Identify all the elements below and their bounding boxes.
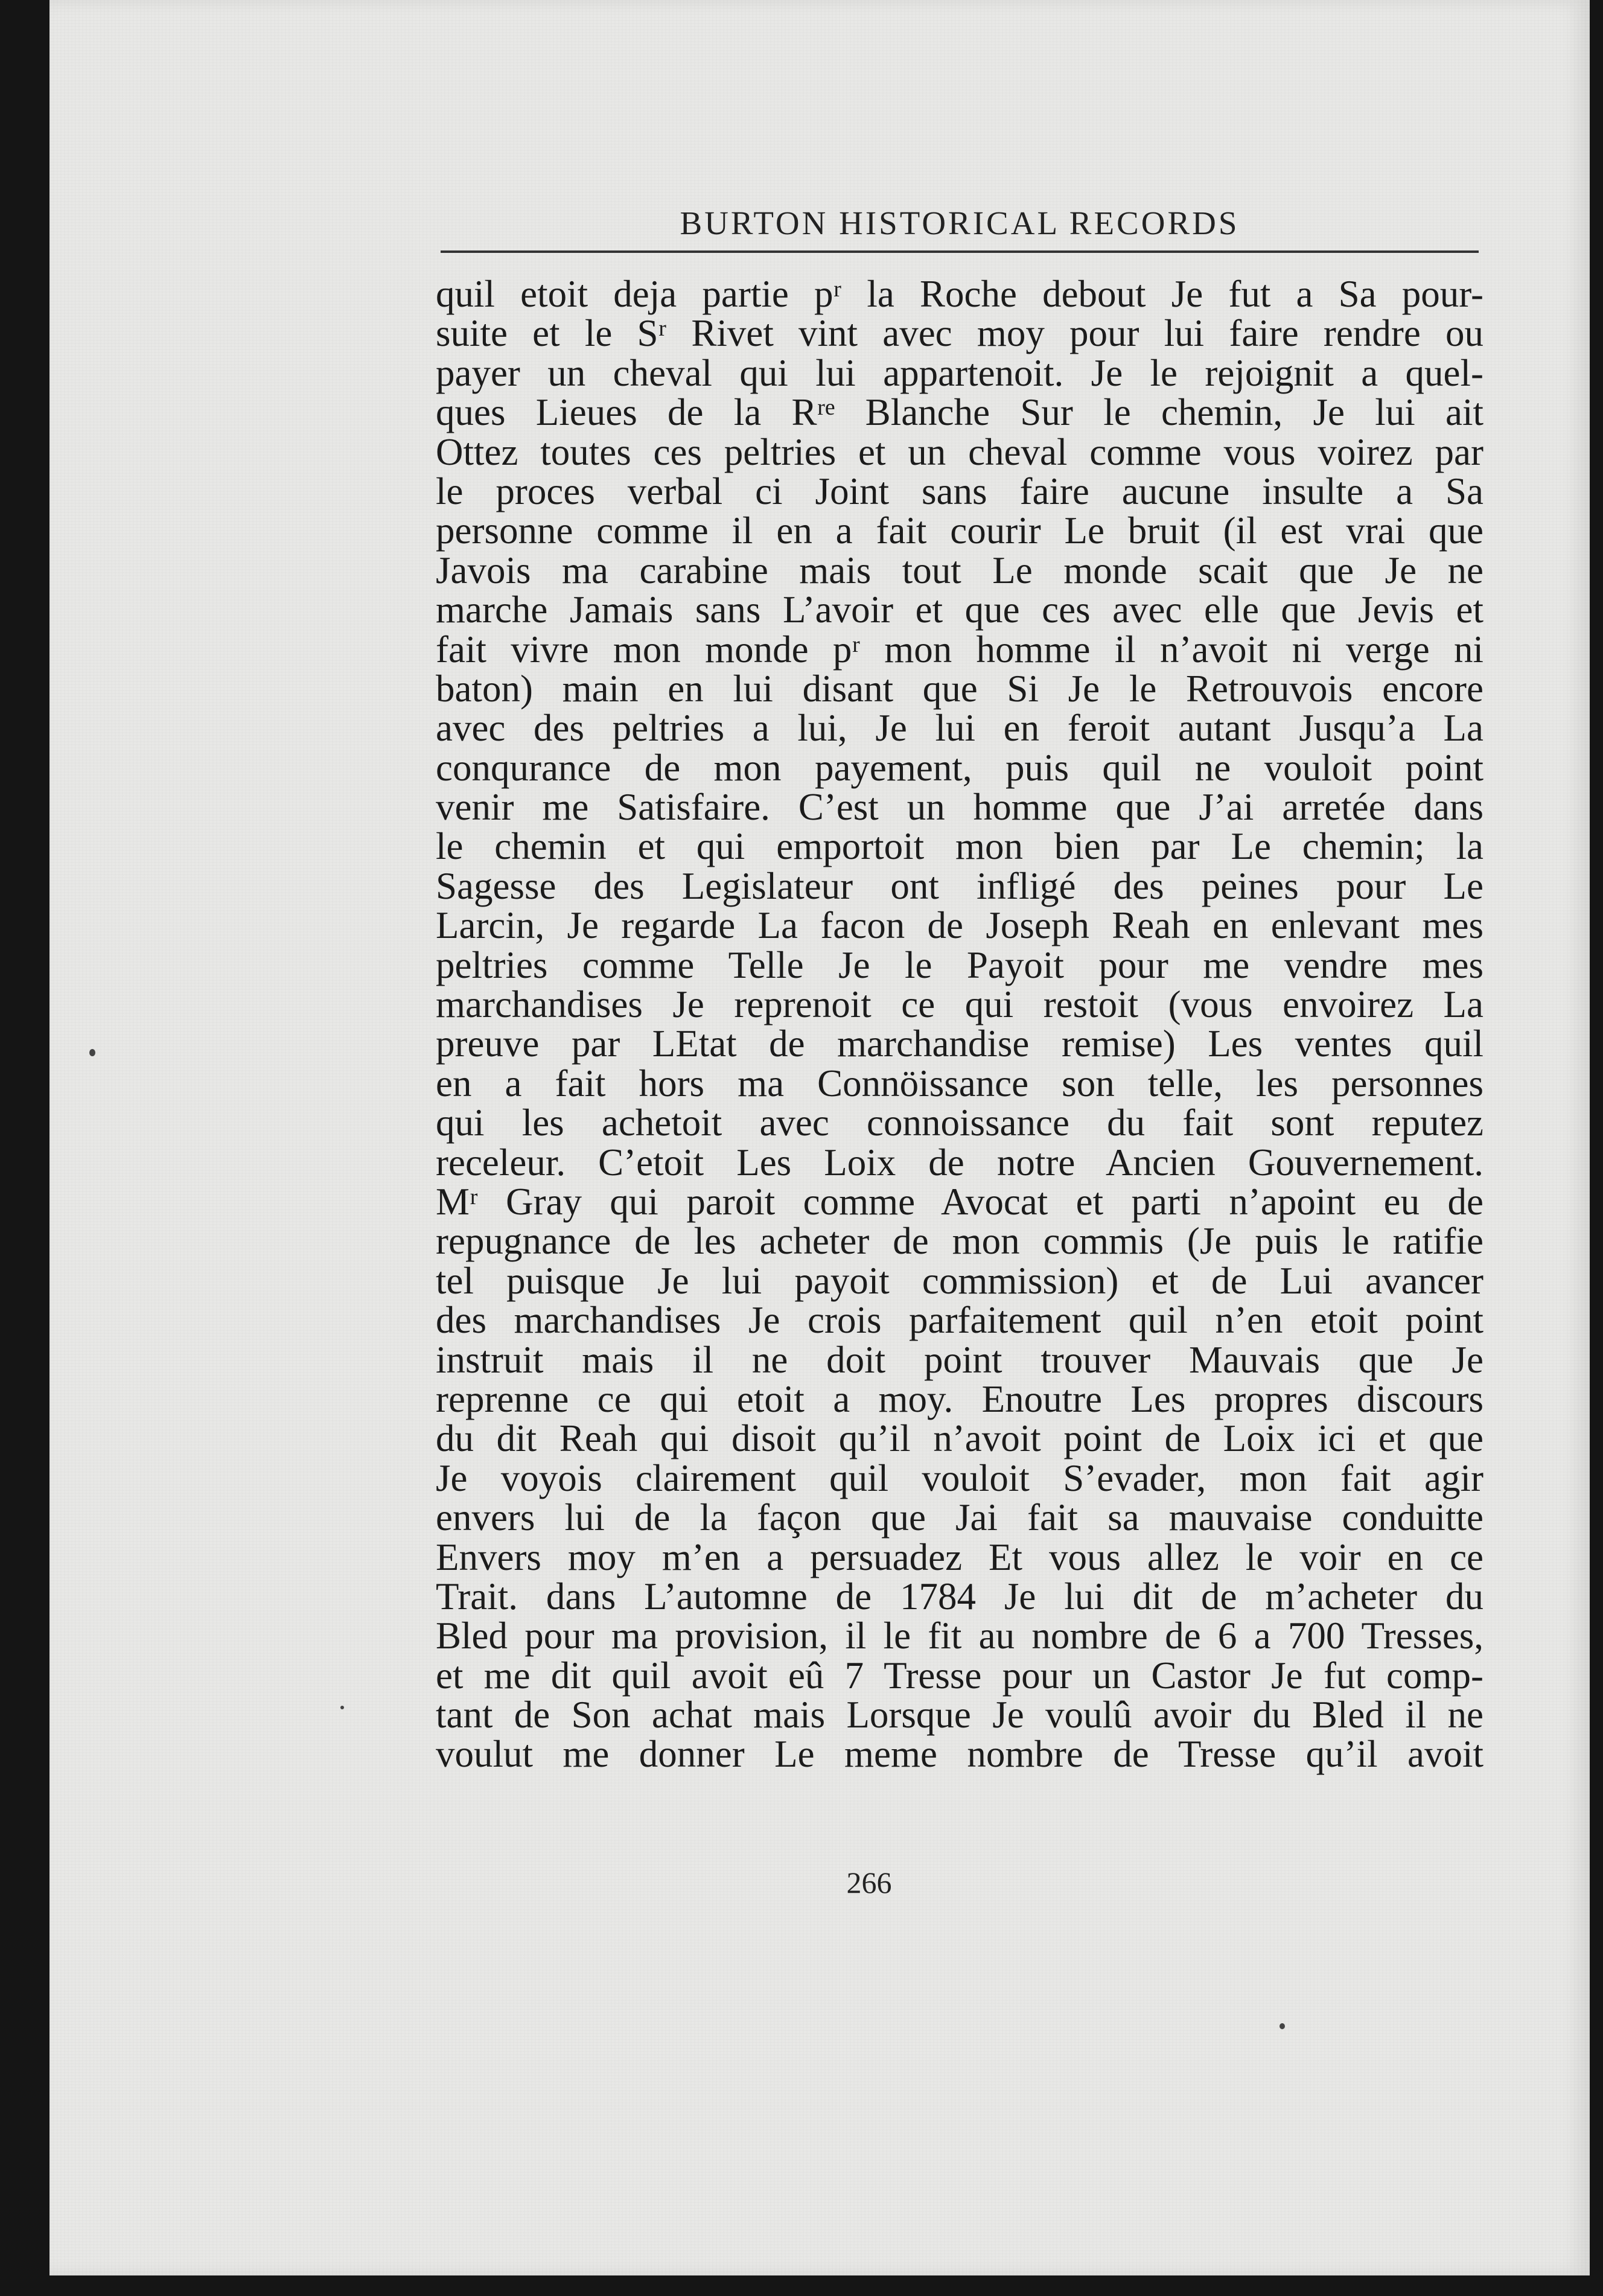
text-line: reprenne ce qui etoit a moy. Enoutre Les propres discours bbox=[436, 1377, 1483, 1420]
text-line: marchandises Je reprenoit ce qui restoit (vous envoirez La bbox=[436, 983, 1483, 1026]
text-line: des marchandises Je crois parfaitement quil n’en etoit point bbox=[436, 1299, 1483, 1342]
text-line: avec des peltries a lui, Je lui en feroit autant Jusqu’a La bbox=[436, 707, 1483, 750]
paper-speck bbox=[340, 1706, 344, 1709]
text-line: Envers moy m’en a persuadez Et vous allez le voir en ce bbox=[436, 1535, 1483, 1578]
text-line: repugnance de les acheter de mon commis (Je puis le ratifie bbox=[436, 1220, 1483, 1263]
text-line: le chemin et qui emportoit mon bien par Le chemin; la bbox=[436, 825, 1483, 868]
text-line: voulut me donner Le meme nombre de Tresse qu’il avoit bbox=[436, 1733, 1483, 1776]
text-line: en a fait hors ma Connöissance son telle, les personnes bbox=[436, 1062, 1483, 1105]
page-number: 266 bbox=[846, 1866, 892, 1899]
text-line: tel puisque Je lui payoit commission) et de Lui avancer bbox=[436, 1259, 1483, 1302]
running-head: BURTON HISTORICAL RECORDS bbox=[680, 205, 1240, 241]
text-line: Trait. dans L’automne de 1784 Je lui dit de m’acheter du bbox=[436, 1575, 1483, 1618]
text-line: suite et le Sʳ Rivet vint avec moy pour lui faire rendre ou bbox=[436, 312, 1483, 355]
header-rule bbox=[441, 250, 1479, 253]
paper-speck bbox=[89, 1049, 95, 1056]
text-line: Javois ma carabine mais tout Le monde scait que Je ne bbox=[436, 549, 1483, 592]
text-line: marche Jamais sans L’avoir et que ces avec elle que Jevis et bbox=[436, 588, 1483, 631]
text-line: tant de Son achat mais Lorsque Je voulû avoir du Bled il ne bbox=[436, 1694, 1483, 1736]
text-line: instruit mais il ne doit point trouver Mauvais que Je bbox=[436, 1338, 1483, 1381]
text-line: receleur. C’etoit Les Loix de notre Ancien Gouvernement. bbox=[436, 1141, 1483, 1184]
text-line: venir me Satisfaire. C’est un homme que J’ai arretée dans bbox=[436, 786, 1483, 829]
text-line: Mʳ Gray qui paroit comme Avocat et parti n’apoint eu de bbox=[436, 1180, 1483, 1223]
paper-speck bbox=[1280, 2023, 1285, 2029]
text-line: qui les achetoit avec connoissance du fait sont reputez bbox=[436, 1102, 1483, 1144]
text-line: peltries comme Telle Je le Payoit pour me vendre mes bbox=[436, 943, 1483, 986]
text-line: et me dit quil avoit eû 7 Tresse pour un Castor Je fut comp- bbox=[436, 1654, 1483, 1697]
text-line: du dit Reah qui disoit qu’il n’avoit point de Loix ici et que bbox=[436, 1417, 1483, 1460]
text-line: quil etoit deja partie pʳ la Roche debout Je fut a Sa pour- bbox=[436, 273, 1483, 315]
text-line: Je voyois clairement quil vouloit S’evader, mon fait agir bbox=[436, 1456, 1483, 1499]
text-line: baton) main en lui disant que Si Je le Retrouvois encore bbox=[436, 667, 1483, 710]
text-line: ques Lieues de la Rʳᵉ Blanche Sur le chemin, Je lui ait bbox=[436, 391, 1483, 434]
text-line: fait vivre mon monde pʳ mon homme il n’avoit ni verge ni bbox=[436, 628, 1483, 671]
body-text bbox=[436, 275, 1483, 1775]
text-line: Ottez toutes ces peltries et un cheval comme vous voirez par bbox=[436, 430, 1483, 473]
text-line: le proces verbal ci Joint sans faire aucune insulte a Sa bbox=[436, 470, 1483, 512]
text-line: preuve par LEtat de marchandise remise) Les ventes quil bbox=[436, 1022, 1483, 1065]
text-line: envers lui de la façon que Jai fait sa mauvaise conduitte bbox=[436, 1496, 1483, 1539]
text-line: conqurance de mon payement, puis quil ne vouloit point bbox=[436, 746, 1483, 789]
text-line: Bled pour ma provision, il le fit au nombre de 6 a 700 Tresses, bbox=[436, 1615, 1483, 1657]
text-line: personne comme il en a fait courir Le bruit (il est vrai que bbox=[436, 509, 1483, 552]
text-line: payer un cheval qui lui appartenoit. Je le rejoignit a quel- bbox=[436, 351, 1483, 394]
text-line: Larcin, Je regarde La facon de Joseph Reah en enlevant mes bbox=[436, 904, 1483, 947]
text-line: Sagesse des Legislateur ont infligé des peines pour Le bbox=[436, 864, 1483, 907]
